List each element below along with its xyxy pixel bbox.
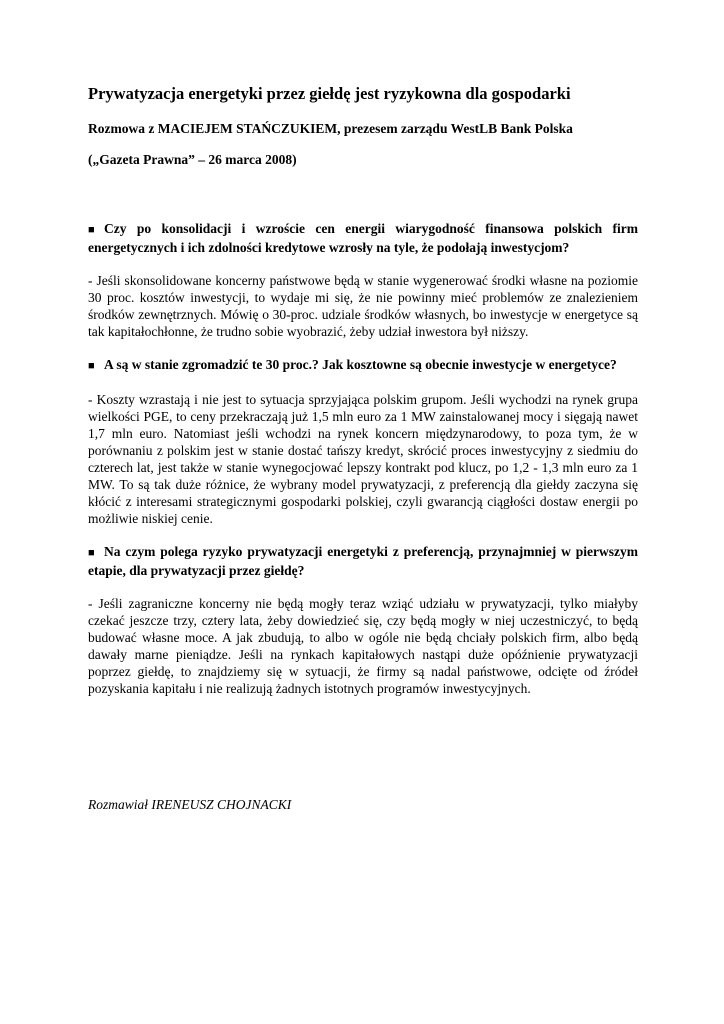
answer-3: - Jeśli zagraniczne koncerny nie będą mogły teraz wziąć udziału w prywatyzacji, tylko miałyby czekać jeszcze trzy, cztery lata, żeby dowiedzieć się, czy będą mogły w niej uczestniczyć, to będą budować własne moce. A jak zbudują, to albo w ogóle nie będą chciały polskich firm, albo będą dawały marne pieniądze. Jeśli na rynkach kapitałowych nastąpi duże opóźnienie prywatyzacji poprzez giełdę, to znajdziemy się w sytuacji, że firmy są nadal państwowe, odcięte od źródeł pozyskania kapitału i nie realizują żadnych istotnych programów inwestycyjnych. xyxy=(88,596,638,696)
bullet-square-icon: ■ xyxy=(88,547,95,559)
interviewer-signature: Rozmawiał IRENEUSZ CHOJNACKI xyxy=(88,797,292,812)
question-1-text: Czy po konsolidacji i wzroście cen energii wiarygodność finansowa polskich firm energetycznych i ich zdolności kredytowe wzrosły na tyle, że podołają inwestycjom? xyxy=(88,221,638,255)
article-title: Prywatyzacja energetyki przez giełdę jest ryzykowna dla gospodarki xyxy=(88,84,571,103)
answer-1: - Jeśli skonsolidowane koncerny państwowe będą w stanie wygenerować środki własne na poziomie 30 proc. kosztów inwestycji, to wydaje mi się, że nie powinny mieć problemów ze znalezieniem środków zewnętrznych. Mówię o 30-proc. udziale środków własnych, bo inwestycje w energetyce są tak kapitałochłonne, że trudno sobie wyobrazić, żeby udział inwestora był niższy. xyxy=(88,273,638,339)
question-2 xyxy=(88,356,638,375)
article-source: („Gazeta Prawna” – 26 marca 2008) xyxy=(88,152,297,167)
question-3 xyxy=(88,543,638,579)
question-3-text: Na czym polega ryzyko prywatyzacji energetyki z preferencją, przynajmniej w pierwszym etapie, dla prywatyzacji przez giełdę? xyxy=(88,544,638,578)
document-page xyxy=(88,84,638,812)
question-2-text: A są w stanie zgromadzić te 30 proc.? Jak kosztowne są obecnie inwestycje w energetyce? xyxy=(104,357,617,372)
bullet-square-icon: ■ xyxy=(88,224,95,236)
answer-2: - Koszty wzrastają i nie jest to sytuacja sprzyjająca polskim grupom. Jeśli wychodzi na rynek grupa wielkości PGE, to ceny przekraczają już 1,5 mln euro za 1 MW zainstalowanej mocy i sięgają nawet 1,7 mln euro. Natomiast jeśli wchodzi na rynek koncern międzynarodowy, to poza tym, że w porównaniu z polskim jest w stanie dostać tańszy kredyt, skrócić proces inwestycyjny z siedmiu do czterech lat, jest także w stanie wynegocjować lepszy kontrakt pod klucz, po 1,2 - 1,3 mln euro za 1 MW. To są tak duże różnice, że wybrany model prywatyzacji, z preferencją dla giełdy zaczyna się kłócić z interesami strategicznymi gospodarki polskiej, czyli gwarancją ciągłości dostaw energii po możliwie niskiej cenie. xyxy=(88,392,638,526)
bullet-square-icon: ■ xyxy=(88,360,95,372)
question-1 xyxy=(88,220,638,256)
article-subtitle: Rozmowa z MACIEJEM STAŃCZUKIEM, prezesem zarządu WestLB Bank Polska xyxy=(88,121,573,136)
